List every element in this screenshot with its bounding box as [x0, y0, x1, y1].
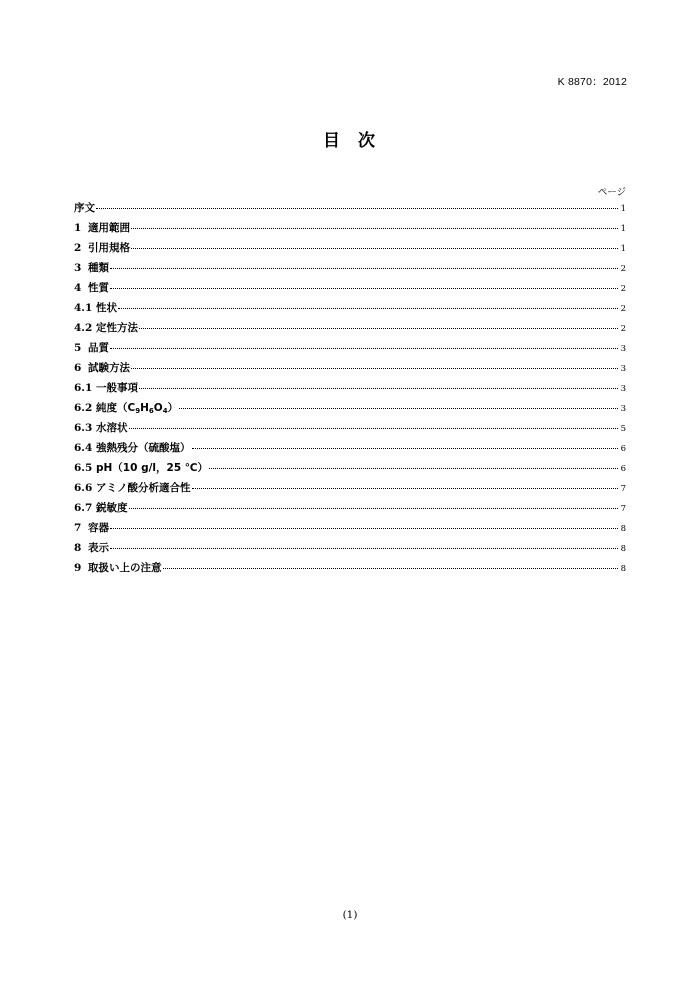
toc-leader-dots — [129, 427, 619, 429]
toc-item-number: 6.4 — [74, 442, 93, 454]
toc-item-label: 定性方法 — [96, 322, 138, 334]
toc-item-number: 6.2 — [74, 402, 93, 414]
toc-label-text: O — [153, 402, 163, 414]
toc-item-label: 性状 — [96, 302, 117, 314]
page-column-label: ページ — [597, 187, 626, 198]
toc-title: 目 次 — [323, 131, 377, 151]
toc-item-number: 6.3 — [74, 422, 93, 434]
toc-item-number: 6.5 — [74, 462, 93, 474]
toc-item-number: 8 — [74, 542, 82, 554]
toc-leader-dots — [192, 447, 619, 449]
toc-item-label: 性質 — [88, 282, 109, 294]
toc-item-page: 3 — [620, 384, 626, 394]
toc-item-label: 容器 — [88, 522, 109, 534]
toc-item-page: 1 — [620, 204, 626, 214]
toc-item-number: 6.6 — [74, 482, 93, 494]
toc-item-number: 1 — [74, 222, 82, 234]
formula-subscript: 6 — [148, 407, 154, 415]
toc-item-4-2[interactable] — [74, 318, 626, 338]
toc-item-page: 7 — [620, 484, 626, 494]
toc-leader-dots — [131, 367, 618, 369]
toc-item-page: 3 — [620, 364, 626, 374]
toc-item-6-1[interactable] — [74, 378, 626, 398]
toc-item-5[interactable] — [74, 338, 626, 358]
toc-item-2[interactable] — [74, 238, 626, 258]
formula-subscript: 4 — [162, 407, 168, 415]
toc-leader-dots — [131, 227, 618, 229]
toc-item-number: 4.2 — [74, 322, 93, 334]
toc-leader-dots — [131, 247, 618, 249]
toc-leader-dots — [110, 347, 618, 349]
toc-item-page: 6 — [620, 444, 626, 454]
toc-item-6-4[interactable] — [74, 438, 626, 458]
toc-item-page: 8 — [620, 564, 626, 574]
toc-item-label: 強熱残分（硫酸塩） — [96, 442, 191, 454]
toc-item-6-3[interactable] — [74, 418, 626, 438]
toc-item-number: 4 — [74, 282, 82, 294]
toc-item-page: 7 — [620, 504, 626, 514]
toc-item-page: 5 — [620, 424, 626, 434]
toc-leader-dots — [110, 267, 618, 269]
toc-leader-dots — [110, 287, 618, 289]
toc-item-label: pH（10 g/l，25 ℃） — [96, 462, 209, 474]
toc-leader-dots — [118, 307, 618, 309]
toc-leader-dots — [179, 407, 618, 409]
toc-item-label: 一般事項 — [96, 382, 138, 394]
toc-item-page: 6 — [620, 464, 626, 474]
toc-item-number: 9 — [74, 562, 82, 574]
toc-item-label: 適用範囲 — [88, 222, 130, 234]
toc-item-number: 6.1 — [74, 382, 93, 394]
toc-item-page: 2 — [620, 264, 626, 274]
toc-item-label: 引用規格 — [88, 242, 130, 254]
toc-item-4[interactable] — [74, 278, 626, 298]
toc-label-text: ） — [167, 402, 179, 414]
toc-item-6-2[interactable] — [74, 398, 626, 418]
toc-item-preface[interactable] — [74, 198, 626, 218]
toc-item-page: 1 — [620, 244, 626, 254]
toc-item-1[interactable] — [74, 218, 626, 238]
toc-item-page: 2 — [620, 304, 626, 314]
toc-item-page: 8 — [620, 544, 626, 554]
toc-leader-dots — [163, 567, 619, 569]
toc-item-6-6[interactable] — [74, 478, 626, 498]
toc-item-number: 6.7 — [74, 502, 93, 514]
toc-item-label: 種類 — [88, 262, 109, 274]
toc-item-label: 試験方法 — [88, 362, 130, 374]
toc-label-text: 純度（C — [96, 402, 136, 414]
toc-item-6[interactable] — [74, 358, 626, 378]
toc-item-page: 1 — [620, 224, 626, 234]
toc-item-number: 4.1 — [74, 302, 93, 314]
toc-item-label: 取扱い上の注意 — [88, 562, 162, 574]
toc-label-text: H — [140, 402, 149, 414]
toc-item-page: 2 — [620, 324, 626, 334]
toc-item-page: 3 — [620, 344, 626, 354]
footer-page-number: (1) — [342, 909, 358, 921]
toc-item-3[interactable] — [74, 258, 626, 278]
toc-leader-dots — [110, 547, 618, 549]
toc-item-label: 品質 — [88, 342, 109, 354]
toc-item-number: 2 — [74, 242, 82, 254]
document-code: K 8870：2012 — [557, 76, 627, 88]
toc-item-6-5[interactable] — [74, 458, 626, 478]
toc-item-4-1[interactable] — [74, 298, 626, 318]
toc-item-9[interactable] — [74, 558, 626, 578]
toc-item-label: 序文 — [74, 202, 95, 214]
formula-subscript: 9 — [135, 407, 141, 415]
toc-item-7[interactable] — [74, 518, 626, 538]
toc-leader-dots — [139, 387, 618, 389]
toc-item-page: 8 — [620, 524, 626, 534]
toc-item-6-7[interactable] — [74, 498, 626, 518]
toc-leader-dots — [139, 327, 618, 329]
toc-item-number: 7 — [74, 522, 82, 534]
toc-item-number: 6 — [74, 362, 82, 374]
toc-item-label: 表示 — [88, 542, 109, 554]
toc-leader-dots — [96, 207, 618, 209]
toc-item-page: 3 — [620, 404, 626, 414]
toc-item-label: 鋭敏度 — [96, 502, 128, 514]
toc-leader-dots — [110, 527, 618, 529]
toc-leader-dots — [192, 487, 619, 489]
toc-item-label: アミノ酸分析適合性 — [96, 482, 191, 494]
toc-leader-dots — [129, 507, 619, 509]
toc-item-label: 水溶状 — [96, 422, 128, 434]
toc-list — [74, 198, 626, 578]
toc-item-8[interactable] — [74, 538, 626, 558]
toc-item-number: 3 — [74, 262, 82, 274]
toc-item-page: 2 — [620, 284, 626, 294]
toc-item-number: 5 — [74, 342, 82, 354]
toc-leader-dots — [209, 467, 618, 469]
